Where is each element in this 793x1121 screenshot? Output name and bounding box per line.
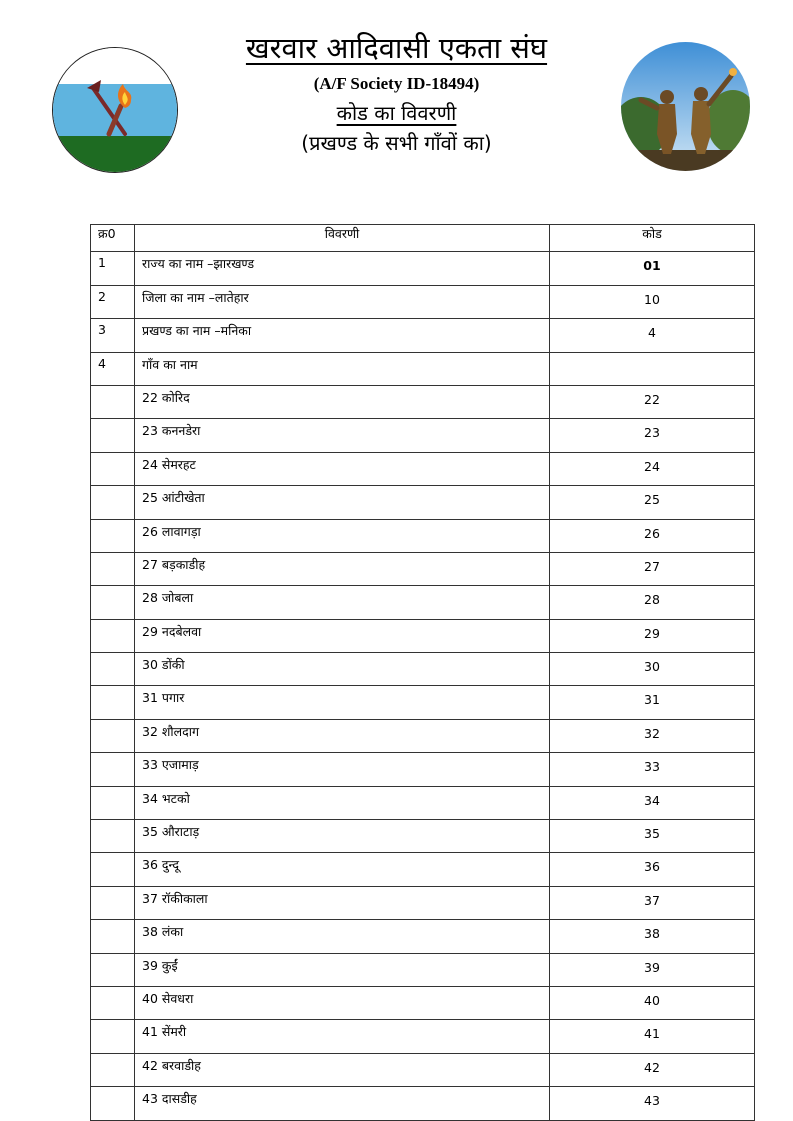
serial-cell: [91, 1020, 135, 1053]
table-row: [91, 319, 755, 352]
serial-cell: [91, 686, 135, 719]
description-cell: 38 लंका: [135, 920, 550, 953]
description-cell: 22 कोरिद: [135, 385, 550, 418]
table-row: [91, 385, 755, 418]
serial-cell: [91, 519, 135, 552]
code-cell: 42: [550, 1053, 755, 1086]
document-subtitle: कोड का विवरणी: [336, 101, 457, 125]
description-cell: 37 रॉकीकाला: [135, 886, 550, 919]
code-cell: 38: [550, 920, 755, 953]
description-cell: 24 सेमरहट: [135, 452, 550, 485]
document-subnote: (प्रखण्ड के सभी गाँवों का): [301, 131, 492, 155]
serial-cell: [91, 486, 135, 519]
description-cell: 41 सेंमरी: [135, 1020, 550, 1053]
serial-cell: 4: [91, 352, 135, 385]
description-cell: 35 औराटाड़: [135, 820, 550, 853]
code-cell: 22: [550, 385, 755, 418]
code-cell: [550, 352, 755, 385]
code-cell: 25: [550, 486, 755, 519]
code-cell: 26: [550, 519, 755, 552]
table-row: [91, 1020, 755, 1053]
table-row: [91, 953, 755, 986]
code-cell: 01: [550, 252, 755, 285]
description-cell: 29 नदबेलवा: [135, 619, 550, 652]
table-row: [91, 920, 755, 953]
code-cell: 37: [550, 886, 755, 919]
table-row: [91, 653, 755, 686]
table-row: [91, 419, 755, 452]
serial-cell: [91, 552, 135, 585]
table-row: [91, 753, 755, 786]
serial-cell: [91, 653, 135, 686]
serial-cell: [91, 385, 135, 418]
description-cell: 43 दासडीह: [135, 1087, 550, 1120]
statue-figures-icon: [621, 42, 750, 171]
table-row: [91, 452, 755, 485]
description-cell: 30 डोंकी: [135, 653, 550, 686]
serial-cell: [91, 986, 135, 1019]
table-row: [91, 886, 755, 919]
table-row: [91, 285, 755, 318]
description-cell: 27 बड़काडीह: [135, 552, 550, 585]
description-cell: 33 एजामाड़: [135, 753, 550, 786]
code-cell: 33: [550, 753, 755, 786]
serial-cell: [91, 753, 135, 786]
description-cell: 31 पगार: [135, 686, 550, 719]
serial-cell: [91, 820, 135, 853]
serial-cell: [91, 1087, 135, 1120]
code-cell: 34: [550, 786, 755, 819]
code-cell: 36: [550, 853, 755, 886]
serial-cell: 3: [91, 319, 135, 352]
description-cell: गाँव का नाम: [135, 352, 550, 385]
description-cell: 34 भटको: [135, 786, 550, 819]
code-cell: 40: [550, 986, 755, 1019]
description-cell: 39 कुईं: [135, 953, 550, 986]
serial-cell: [91, 853, 135, 886]
serial-cell: 2: [91, 285, 135, 318]
table-row: [91, 519, 755, 552]
description-cell: 32 शौलदाग: [135, 719, 550, 752]
code-cell: 31: [550, 686, 755, 719]
table-row: [91, 786, 755, 819]
code-cell: 23: [550, 419, 755, 452]
column-header-serial: क्र0: [91, 225, 135, 252]
column-header-code: कोड: [550, 225, 755, 252]
code-cell: 4: [550, 319, 755, 352]
description-cell: 26 लावागड़ा: [135, 519, 550, 552]
description-cell: 36 दुन्दू: [135, 853, 550, 886]
code-cell: 10: [550, 285, 755, 318]
table-row: [91, 853, 755, 886]
flag-emblem-icon: [52, 47, 178, 173]
code-cell: 32: [550, 719, 755, 752]
serial-cell: [91, 619, 135, 652]
society-id: (A/F Society ID-18494): [313, 74, 480, 93]
table-row: [91, 686, 755, 719]
code-cell: 30: [550, 653, 755, 686]
serial-cell: [91, 452, 135, 485]
table-row: [91, 486, 755, 519]
description-cell: प्रखण्ड का नाम –मनिका: [135, 319, 550, 352]
table-row: [91, 1053, 755, 1086]
column-header-description: विवरणी: [135, 225, 550, 252]
code-cell: 41: [550, 1020, 755, 1053]
code-cell: 27: [550, 552, 755, 585]
description-cell: 25 आंटीखेता: [135, 486, 550, 519]
description-cell: 42 बरवाडीह: [135, 1053, 550, 1086]
description-cell: 23 कननडेरा: [135, 419, 550, 452]
description-cell: 28 जोबला: [135, 586, 550, 619]
description-cell: राज्य का नाम –झारखण्ड: [135, 252, 550, 285]
description-cell: जिला का नाम –लातेहार: [135, 285, 550, 318]
table-row: [91, 252, 755, 285]
code-table: [90, 224, 755, 1121]
serial-cell: [91, 886, 135, 919]
table-row: [91, 352, 755, 385]
code-cell: 39: [550, 953, 755, 986]
table-row: [91, 820, 755, 853]
table-row: [91, 719, 755, 752]
serial-cell: [91, 1053, 135, 1086]
serial-cell: [91, 419, 135, 452]
code-cell: 24: [550, 452, 755, 485]
code-cell: 28: [550, 586, 755, 619]
serial-cell: 1: [91, 252, 135, 285]
table-row: [91, 619, 755, 652]
code-cell: 35: [550, 820, 755, 853]
code-cell: 29: [550, 619, 755, 652]
serial-cell: [91, 786, 135, 819]
serial-cell: [91, 719, 135, 752]
serial-cell: [91, 920, 135, 953]
table-row: [91, 586, 755, 619]
serial-cell: [91, 953, 135, 986]
table-header-row: [91, 225, 755, 252]
code-cell: 43: [550, 1087, 755, 1120]
description-cell: 40 सेवधरा: [135, 986, 550, 1019]
table-row: [91, 552, 755, 585]
table-row: [91, 1087, 755, 1120]
table-row: [91, 986, 755, 1019]
page-title: खरवार आदिवासी एकता संघ: [245, 31, 548, 65]
serial-cell: [91, 586, 135, 619]
